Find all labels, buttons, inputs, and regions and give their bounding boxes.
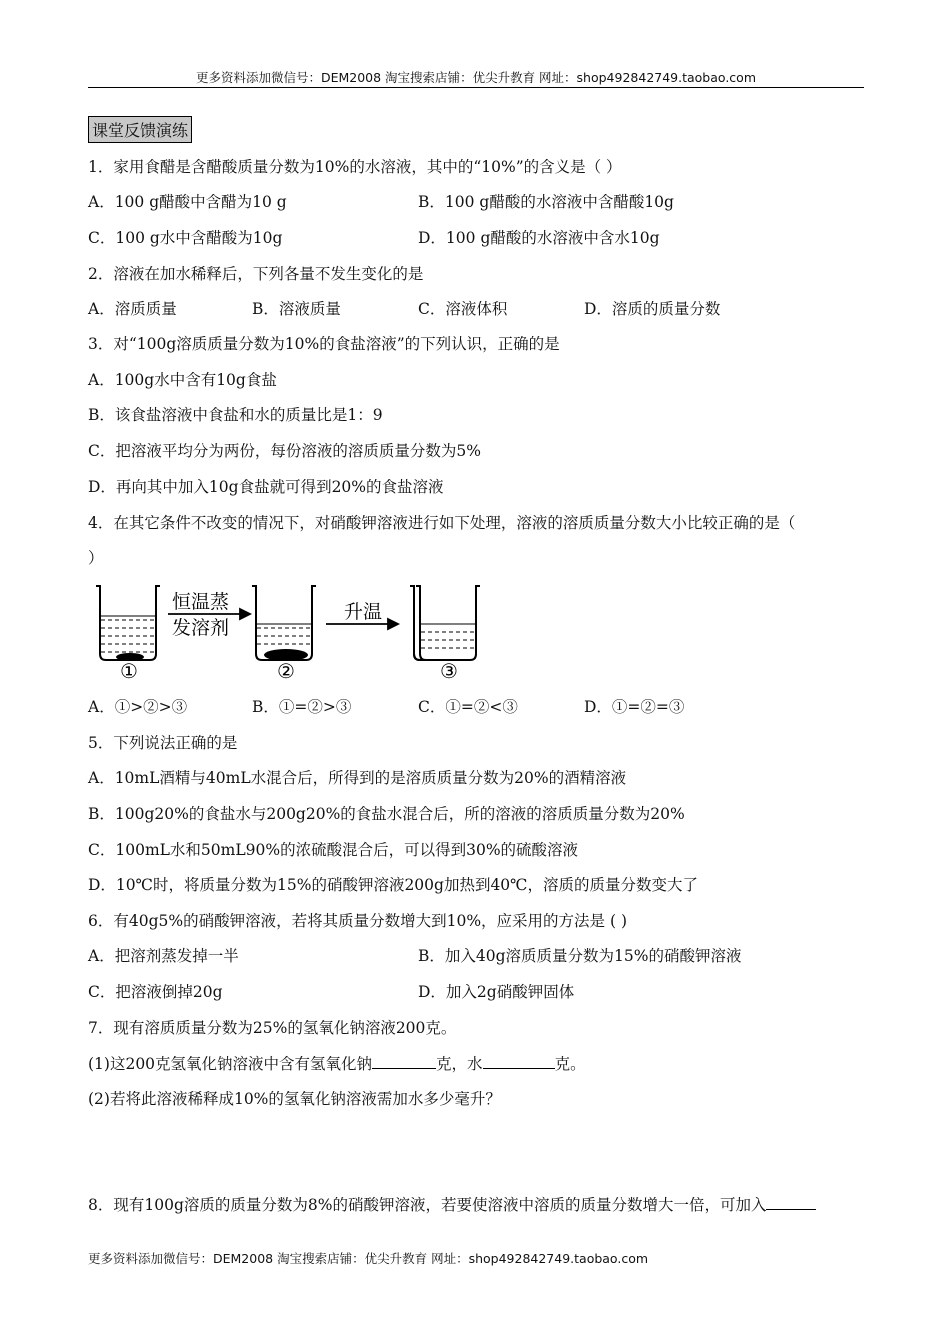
- q7-part1: [88, 1052, 586, 1074]
- q2-option-a: A．溶质质量: [88, 300, 177, 318]
- q3-option-c: C．把溶液平均分为两份，每份溶液的溶质质量分数为5%: [88, 442, 481, 460]
- q2-option-c: C．溶液体积: [418, 300, 508, 318]
- header-rule: [88, 87, 864, 88]
- q5-option-d: D．10℃时，将质量分数为15%的硝酸钾溶液200g加热到40℃，溶质的质量分数变大了: [88, 876, 699, 894]
- q4-stem-end: ）: [88, 549, 104, 567]
- q7-part1-text-c: 克。: [554, 1055, 586, 1073]
- q4-option-a: A．①>②>③: [88, 698, 188, 716]
- q1-option-d: D．100 g醋酸的水溶液中含水10g: [418, 229, 660, 247]
- q7-part1-text-b: 克，水: [436, 1055, 483, 1073]
- q1-option-c: C．100 g水中含醋酸为10g: [88, 229, 283, 247]
- q7-blank-water[interactable]: [483, 1054, 555, 1069]
- q5-stem: 5．下列说法正确的是: [88, 734, 238, 752]
- beaker-3-label: ③: [440, 659, 458, 683]
- q3-option-a: A．100g水中含有10g食盐: [88, 371, 277, 389]
- q6-stem: 6．有40g5%的硝酸钾溶液，若将其质量分数增大到10%，应采用的方法是 ( ): [88, 912, 627, 930]
- q8-blank[interactable]: [766, 1195, 816, 1210]
- q1-stem: 1．家用食醋是含醋酸质量分数为10%的水溶液，其中的“10%”的含义是（ ）: [88, 158, 622, 176]
- q4-stem: 4．在其它条件不改变的情况下，对硝酸钾溶液进行如下处理，溶液的溶质质量分数大小比较正确的是（: [88, 514, 796, 532]
- q4-option-d: D．①=②=③: [584, 698, 685, 716]
- q5-option-a: A．10mL酒精与40mL水混合后，所得到的是溶质质量分数为20%的酒精溶液: [88, 769, 627, 787]
- q6-option-d: D．加入2g硝酸钾固体: [418, 983, 575, 1001]
- section-title: 课堂反馈演练: [88, 116, 192, 143]
- beaker-2-label: ②: [277, 659, 295, 683]
- q7-part2: (2)若将此溶液稀释成10%的氢氧化钠溶液需加水多少毫升？: [88, 1090, 501, 1108]
- beaker-3: [414, 578, 494, 688]
- page-footer: 更多资料添加微信号：DEM2008 淘宝搜索店铺：优尖升教育 网址：shop492842749.taobao.com: [88, 1251, 649, 1266]
- q1-option-a: A．100 g醋酸中含醋为10 g: [88, 193, 287, 211]
- arrow-label-evaporate-2: 发溶剂: [172, 617, 230, 639]
- q4-option-c: C．①=②<③: [418, 698, 518, 716]
- q6-option-c: C．把溶液倒掉20g: [88, 983, 223, 1001]
- page-header: 更多资料添加微信号：DEM2008 淘宝搜索店铺：优尖升教育 网址：shop492842749.taobao.com: [195, 70, 757, 85]
- q8-stem-line: [88, 1193, 816, 1215]
- q4-option-b: B．①=②>③: [252, 698, 352, 716]
- q5-option-b: B．100g20%的食盐水与200g20%的食盐水混合后，所的溶液的溶质质量分数为20%: [88, 805, 685, 823]
- beaker-1-label: ①: [120, 659, 138, 683]
- q7-blank-naoh[interactable]: [372, 1054, 436, 1069]
- q2-option-b: B．溶液质量: [252, 300, 341, 318]
- q3-option-b: B．该食盐溶液中食盐和水的质量比是1：9: [88, 406, 383, 424]
- q6-option-b: B．加入40g溶质质量分数为15%的硝酸钾溶液: [418, 947, 742, 965]
- arrow-label-heat: 升温: [344, 601, 383, 623]
- q3-option-d: D．再向其中加入10g食盐就可得到20%的食盐溶液: [88, 478, 444, 496]
- q3-stem: 3．对“100g溶质质量分数为10%的食盐溶液”的下列认识，正确的是: [88, 335, 560, 353]
- q2-stem: 2．溶液在加水稀释后，下列各量不发生变化的是: [88, 265, 424, 283]
- q2-option-d: D．溶质的质量分数: [584, 300, 721, 318]
- q5-option-c: C．100mL水和50mL90%的浓硫酸混合后，可以得到30%的硫酸溶液: [88, 841, 579, 859]
- q8-stem: 8．现有100g溶质的质量分数为8%的硝酸钾溶液，若要使溶液中溶质的质量分数增大一倍，可加入: [88, 1196, 767, 1214]
- q6-option-a: A．把溶剂蒸发掉一半: [88, 947, 239, 965]
- q1-option-b: B．100 g醋酸的水溶液中含醋酸10g: [418, 193, 674, 211]
- arrow-label-evaporate-1: 恒温蒸: [172, 591, 230, 613]
- q7-stem: 7．现有溶质质量分数为25%的氢氧化钠溶液200克。: [88, 1019, 457, 1037]
- q7-part1-text-a: (1)这200克氢氧化钠溶液中含有氢氧化钠: [88, 1055, 373, 1073]
- beaker-diagram: [88, 578, 428, 688]
